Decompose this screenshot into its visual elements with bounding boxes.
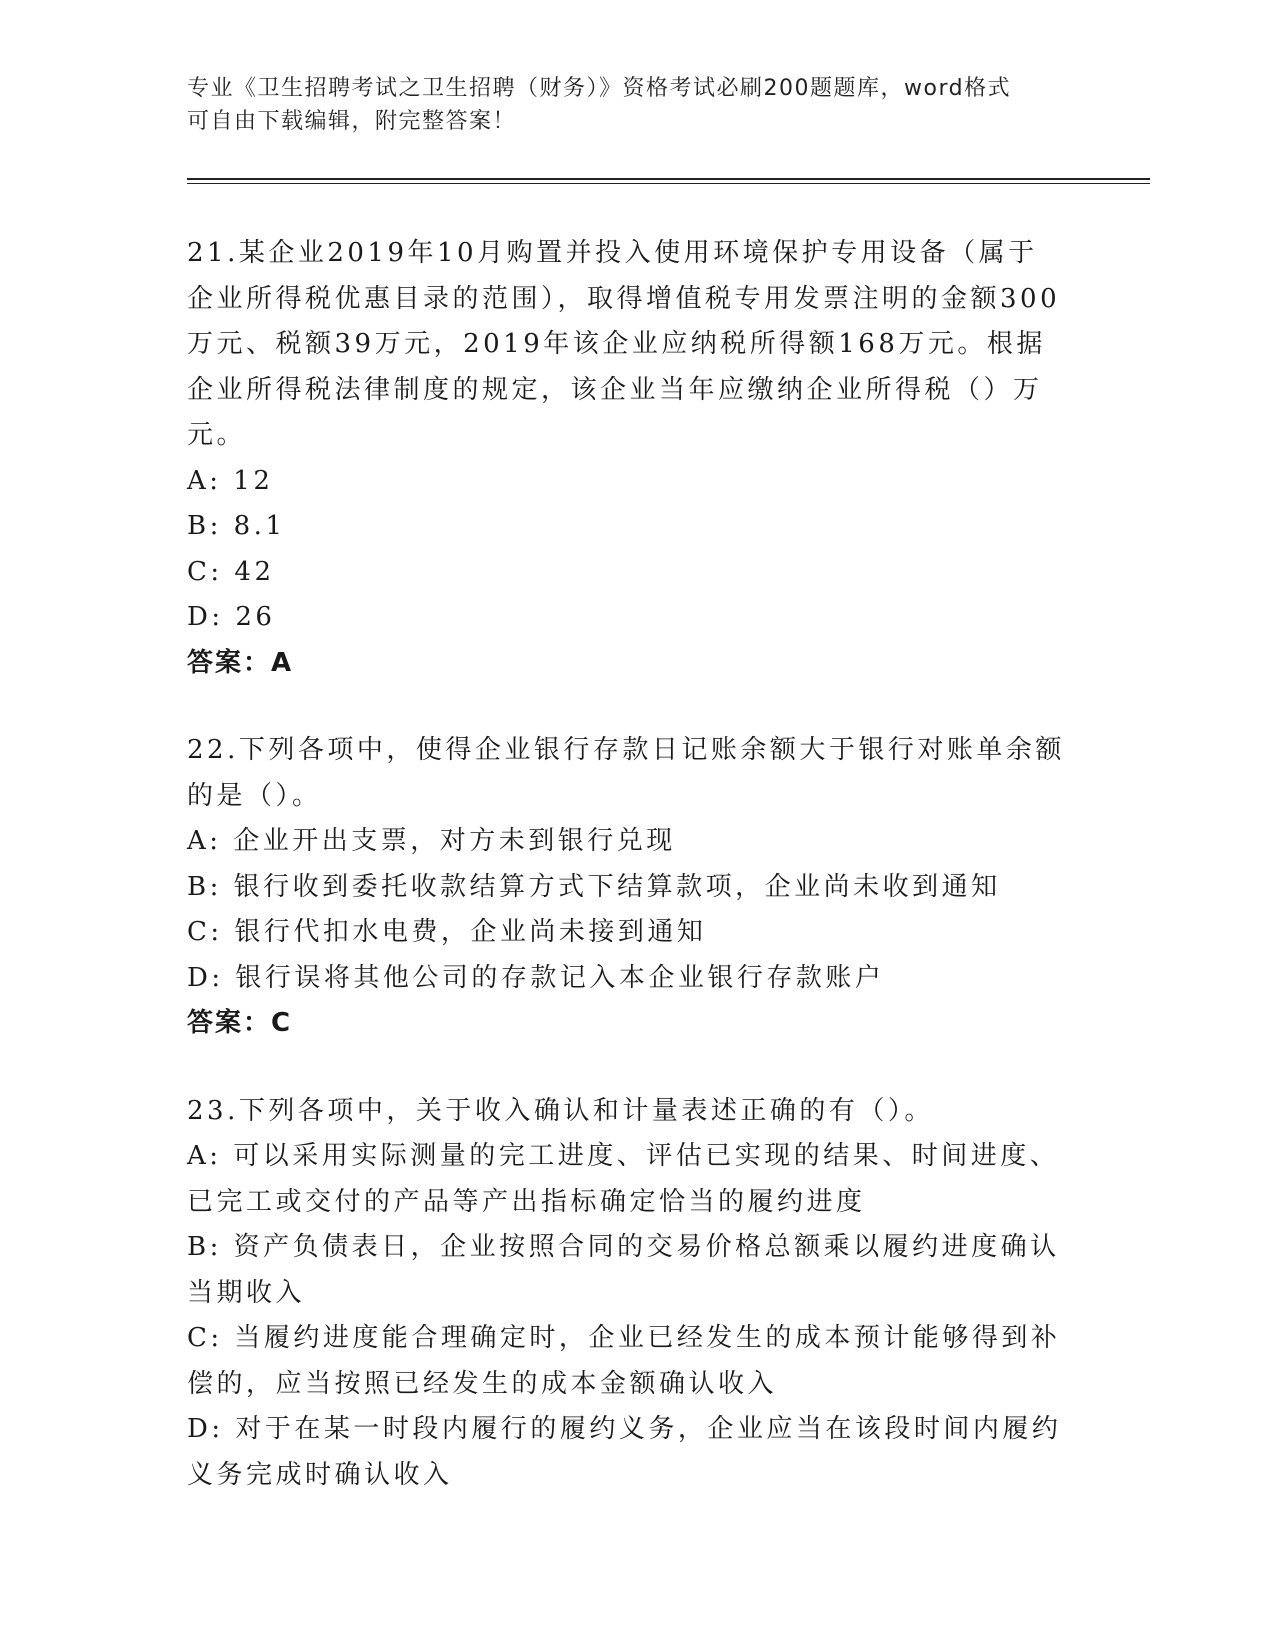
question-text: 22.下列各项中，使得企业银行存款日记账余额大于银行对账单余额的是（）。: [187, 735, 1065, 811]
header-divider: [187, 178, 1150, 184]
option-b: B: 资产负债表日，企业按照合同的交易价格总额乘以履约进度确认当期收入: [187, 1232, 1060, 1308]
answer-label: 答案：C: [187, 1008, 293, 1038]
question-text: 23.下列各项中，关于收入确认和计量表述正确的有（）。: [187, 1095, 934, 1126]
option-a: A: 可以采用实际测量的完工进度、评估已实现的结果、时间进度、已完工或交付的产品等产出指标确定恰当的履约进度: [187, 1141, 1060, 1217]
answer-label: 答案：A: [187, 647, 294, 678]
question-text: 21.某企业2019年10月购置并投入使用环境保护专用设备（属于企业所得税优惠目录的范围），取得增值税专用发票注明的金额300万元、税额39万元，2019年该企业应纳税所得额168万元。根据企业所得税法律制度的规定，该企业当年应缴纳企业所得税（）万元。: [187, 238, 1061, 450]
option-c: C: 当履约进度能合理确定时，企业已经发生的成本预计能够得到补偿的，应当按照已经发生的成本金额确认收入: [187, 1323, 1061, 1399]
option-b: B: 8.1: [187, 511, 286, 541]
option-c: C: 42: [187, 556, 275, 587]
option-a: A: 企业开出支票，对方未到银行兑现: [187, 826, 676, 856]
question-21: [187, 231, 1067, 686]
option-c: C: 银行代扣水电费，企业尚未接到通知: [187, 917, 707, 947]
option-b: B: 银行收到委托收款结算方式下结算款项，企业尚未收到通知: [187, 871, 1001, 902]
document-header: [187, 72, 1067, 138]
option-a: A: 12: [187, 465, 274, 496]
option-d: D: 对于在某一时段内履行的履约义务，企业应当在该段时间内履约义务完成时确认收入: [187, 1414, 1062, 1490]
question-23: [187, 1089, 1067, 1499]
header-line-2: 可自由下载编辑，附完整答案！: [187, 109, 517, 134]
header-line-1: 专业《卫生招聘考试之卫生招聘（财务）》资格考试必刷200题题库，word格式: [187, 76, 1012, 101]
option-d: D: 银行误将其他公司的存款记入本企业银行存款账户: [187, 962, 885, 993]
option-d: D: 26: [187, 602, 276, 632]
question-22: [187, 728, 1067, 1047]
question-list: [187, 231, 1067, 1540]
